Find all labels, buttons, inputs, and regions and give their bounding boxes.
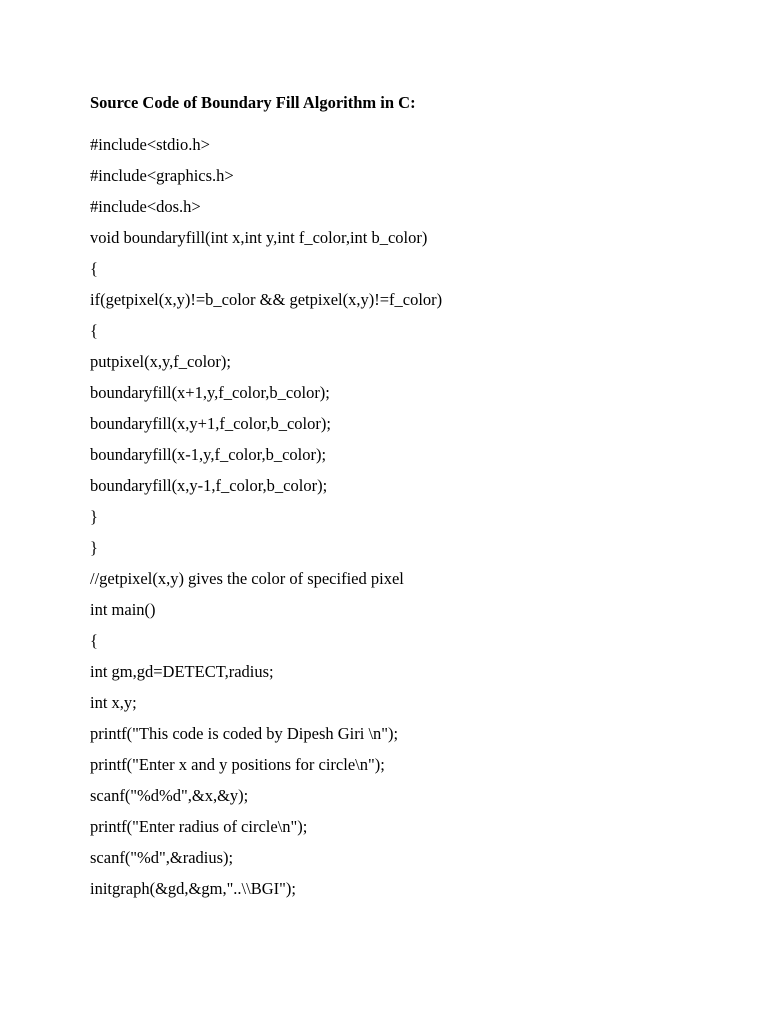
code-line: boundaryfill(x,y+1,f_color,b_color); — [90, 414, 331, 433]
code-line: int x,y; — [90, 693, 137, 712]
code-line: boundaryfill(x,y-1,f_color,b_color); — [90, 476, 328, 495]
code-line: void boundaryfill(int x,int y,int f_color,int b_color) — [90, 228, 428, 247]
code-line: boundaryfill(x+1,y,f_color,b_color); — [90, 383, 330, 402]
code-line: { — [90, 259, 98, 278]
code-line: int gm,gd=DETECT,radius; — [90, 662, 274, 681]
code-line: scanf("%d%d",&x,&y); — [90, 786, 249, 805]
code-line: printf("Enter radius of circle\n"); — [90, 817, 308, 836]
code-line: #include<dos.h> — [90, 197, 201, 216]
code-line: initgraph(&gd,&gm,"..\\BGI"); — [90, 879, 296, 898]
code-line: //getpixel(x,y) gives the color of specified pixel — [90, 569, 404, 588]
code-line: putpixel(x,y,f_color); — [90, 352, 231, 371]
document-heading: Source Code of Boundary Fill Algorithm in C: — [90, 93, 416, 112]
code-line: printf("This code is coded by Dipesh Giri \n"); — [90, 724, 399, 743]
code-line: { — [90, 631, 98, 650]
code-line: } — [90, 507, 98, 526]
code-line: #include<graphics.h> — [90, 166, 234, 185]
code-line: if(getpixel(x,y)!=b_color && getpixel(x,y)!=f_color) — [90, 290, 443, 309]
code-line: } — [90, 538, 98, 557]
code-line: int main() — [90, 600, 156, 619]
code-line: scanf("%d",&radius); — [90, 848, 234, 867]
code-line: printf("Enter x and y positions for circle\n"); — [90, 755, 385, 774]
code-line: #include<stdio.h> — [90, 135, 210, 154]
code-line: boundaryfill(x-1,y,f_color,b_color); — [90, 445, 327, 464]
code-listing — [90, 135, 442, 910]
code-line: { — [90, 321, 98, 340]
